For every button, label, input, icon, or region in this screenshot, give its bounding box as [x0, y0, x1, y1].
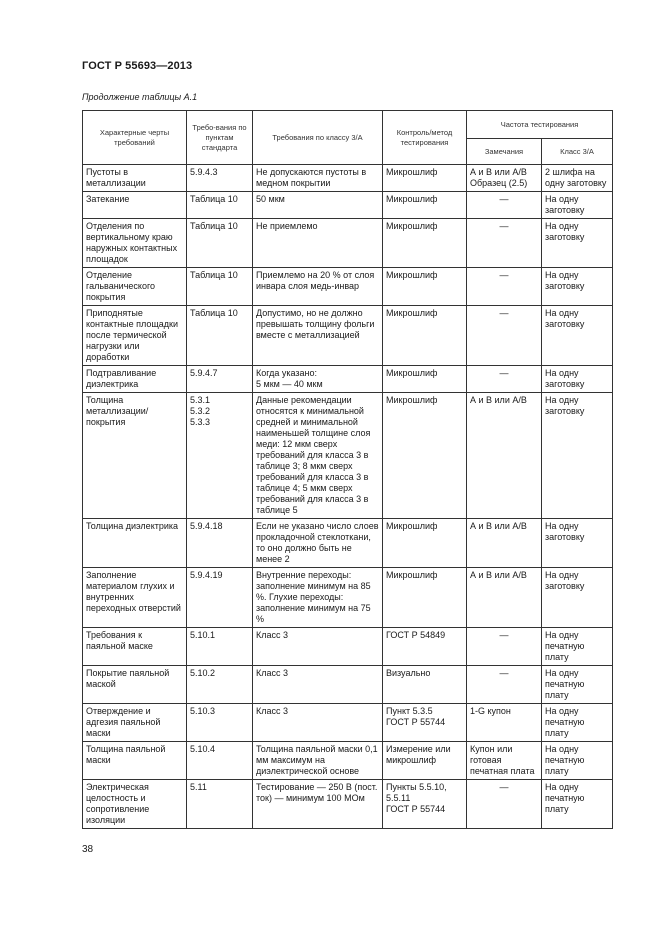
cell-feature: Отверждение и адгезия паяльной маски	[83, 704, 187, 742]
cell-feature: Электрическая целостность и сопротивление изоляции	[83, 780, 187, 829]
cell-control: Пункт 5.3.5 ГОСТ Р 55744	[383, 704, 467, 742]
cell-clause: 5.9.4.3	[187, 165, 253, 192]
cell-requirement: Приемлемо на 20 % от слоя инвара слоя медь-инвар	[253, 268, 383, 306]
cell-class: На одну заготовку	[542, 366, 613, 393]
cell-class: На одну печатную плату	[542, 742, 613, 780]
cell-requirement: Класс 3	[253, 628, 383, 666]
cell-feature: Приподнятые контактные площадки после термической нагрузки или доработки	[83, 306, 187, 366]
cell-feature: Толщина диэлектрика	[83, 519, 187, 568]
cell-control: Микрошлиф	[383, 219, 467, 268]
table-row	[83, 704, 613, 742]
cell-clause: 5.3.1 5.3.2 5.3.3	[187, 393, 253, 519]
cell-class: На одну заготовку	[542, 219, 613, 268]
requirements-table	[82, 110, 613, 829]
cell-clause: 5.10.2	[187, 666, 253, 704]
cell-requirement: Внутренние переходы: заполнение минимум на 85 %. Глухие переходы: заполнение минимум на 75 %	[253, 568, 383, 628]
table-row	[83, 780, 613, 829]
cell-feature: Толщина паяльной маски	[83, 742, 187, 780]
cell-control: Микрошлиф	[383, 306, 467, 366]
document-header: ГОСТ Р 55693—2013	[82, 60, 193, 72]
cell-clause: 5.11	[187, 780, 253, 829]
cell-requirement: Если не указано число слоев прокладочной стеклоткани, то оно должно быть не менее 2	[253, 519, 383, 568]
header-feature: Характерные черты требований	[83, 111, 187, 165]
header-requirement: Требования по классу 3/А	[253, 111, 383, 165]
cell-control: ГОСТ Р 54849	[383, 628, 467, 666]
cell-class: 2 шлифа на одну заготовку	[542, 165, 613, 192]
cell-control: Микрошлиф	[383, 268, 467, 306]
cell-control: Микрошлиф	[383, 568, 467, 628]
table-row	[83, 366, 613, 393]
cell-remarks: —	[467, 268, 542, 306]
cell-requirement: Не приемлемо	[253, 219, 383, 268]
cell-clause: 5.9.4.18	[187, 519, 253, 568]
cell-feature: Толщина металлизации/покрытия	[83, 393, 187, 519]
cell-remarks: —	[467, 628, 542, 666]
table-row	[83, 393, 613, 519]
cell-clause: Таблица 10	[187, 219, 253, 268]
table-row	[83, 742, 613, 780]
cell-class: На одну заготовку	[542, 393, 613, 519]
cell-clause: Таблица 10	[187, 268, 253, 306]
table-row	[83, 165, 613, 192]
table-row	[83, 628, 613, 666]
table-row	[83, 268, 613, 306]
table-row	[83, 568, 613, 628]
cell-control: Микрошлиф	[383, 366, 467, 393]
header-clause: Требо-вания по пунктам стандарта	[187, 111, 253, 165]
cell-control: Пункты 5.5.10, 5.5.11 ГОСТ Р 55744	[383, 780, 467, 829]
cell-feature: Покрытие паяльной маской	[83, 666, 187, 704]
cell-control: Визуально	[383, 666, 467, 704]
cell-feature: Пустоты в металлизации	[83, 165, 187, 192]
cell-clause: Таблица 10	[187, 192, 253, 219]
cell-remarks: —	[467, 219, 542, 268]
cell-class: На одну заготовку	[542, 306, 613, 366]
cell-control: Микрошлиф	[383, 519, 467, 568]
cell-feature: Отделение гальванического покрытия	[83, 268, 187, 306]
cell-remarks: А и В или А/В	[467, 568, 542, 628]
cell-remarks: —	[467, 366, 542, 393]
cell-remarks: —	[467, 192, 542, 219]
table-row	[83, 192, 613, 219]
cell-requirement: Допустимо, но не должно превышать толщину фольги вместе с металлизацией	[253, 306, 383, 366]
table-caption: Продолжение таблицы А.1	[82, 92, 198, 102]
cell-class: На одну заготовку	[542, 268, 613, 306]
cell-clause: 5.9.4.7	[187, 366, 253, 393]
cell-requirement: 50 мкм	[253, 192, 383, 219]
header-class: Класс 3/А	[542, 139, 613, 165]
cell-remarks: 1-G купон	[467, 704, 542, 742]
cell-feature: Подтравливание диэлектрика	[83, 366, 187, 393]
cell-remarks: —	[467, 306, 542, 366]
cell-class: На одну печатную плату	[542, 666, 613, 704]
cell-clause: Таблица 10	[187, 306, 253, 366]
cell-control: Микрошлиф	[383, 165, 467, 192]
table-row	[83, 219, 613, 268]
cell-clause: 5.10.1	[187, 628, 253, 666]
cell-feature: Затекание	[83, 192, 187, 219]
cell-class: На одну печатную плату	[542, 628, 613, 666]
cell-feature: Отделения по вертикальному краю наружных контактных площадок	[83, 219, 187, 268]
cell-class: На одну заготовку	[542, 568, 613, 628]
cell-remarks: А и В или А/В	[467, 519, 542, 568]
cell-class: На одну печатную плату	[542, 780, 613, 829]
header-remarks: Замечания	[467, 139, 542, 165]
cell-requirement: Не допускаются пустоты в медном покрытии	[253, 165, 383, 192]
cell-clause: 5.10.4	[187, 742, 253, 780]
cell-remarks: А и В или А/В Образец (2.5)	[467, 165, 542, 192]
cell-requirement: Класс 3	[253, 666, 383, 704]
cell-requirement: Когда указано: 5 мкм — 40 мкм	[253, 366, 383, 393]
cell-clause: 5.10.3	[187, 704, 253, 742]
cell-requirement: Тестирование — 250 В (пост. ток) — минимум 100 МОм	[253, 780, 383, 829]
cell-control: Измерение или микрошлиф	[383, 742, 467, 780]
cell-clause: 5.9.4.19	[187, 568, 253, 628]
page-number: 38	[82, 844, 94, 855]
cell-feature: Заполнение материалом глухих и внутренних переходных отверстий	[83, 568, 187, 628]
cell-control: Микрошлиф	[383, 192, 467, 219]
cell-remarks: Купон или готовая печатная плата	[467, 742, 542, 780]
header-control: Контроль/метод тестирования	[383, 111, 467, 165]
table-row	[83, 666, 613, 704]
header-frequency: Частота тестирования	[467, 111, 613, 139]
table-row	[83, 306, 613, 366]
cell-requirement: Класс 3	[253, 704, 383, 742]
table-row	[83, 519, 613, 568]
cell-remarks: —	[467, 780, 542, 829]
cell-feature: Требования к паяльной маске	[83, 628, 187, 666]
cell-class: На одну печатную плату	[542, 704, 613, 742]
cell-class: На одну заготовку	[542, 192, 613, 219]
cell-remarks: —	[467, 666, 542, 704]
cell-requirement: Толщина паяльной маски 0,1 мм максимум на диэлектрической основе	[253, 742, 383, 780]
cell-control: Микрошлиф	[383, 393, 467, 519]
cell-requirement: Данные рекомендации относятся к минимальной средней и минимальной наименьшей толщине слоя меди: 12 мкм сверх требований для класса 3 в таблице 3; 8 мкм сверх требований для класса 3 в таблице 4; 5 мкм сверх требований для класса 3 в таблице 5	[253, 393, 383, 519]
cell-remarks: А и В или А/В	[467, 393, 542, 519]
cell-class: На одну заготовку	[542, 519, 613, 568]
